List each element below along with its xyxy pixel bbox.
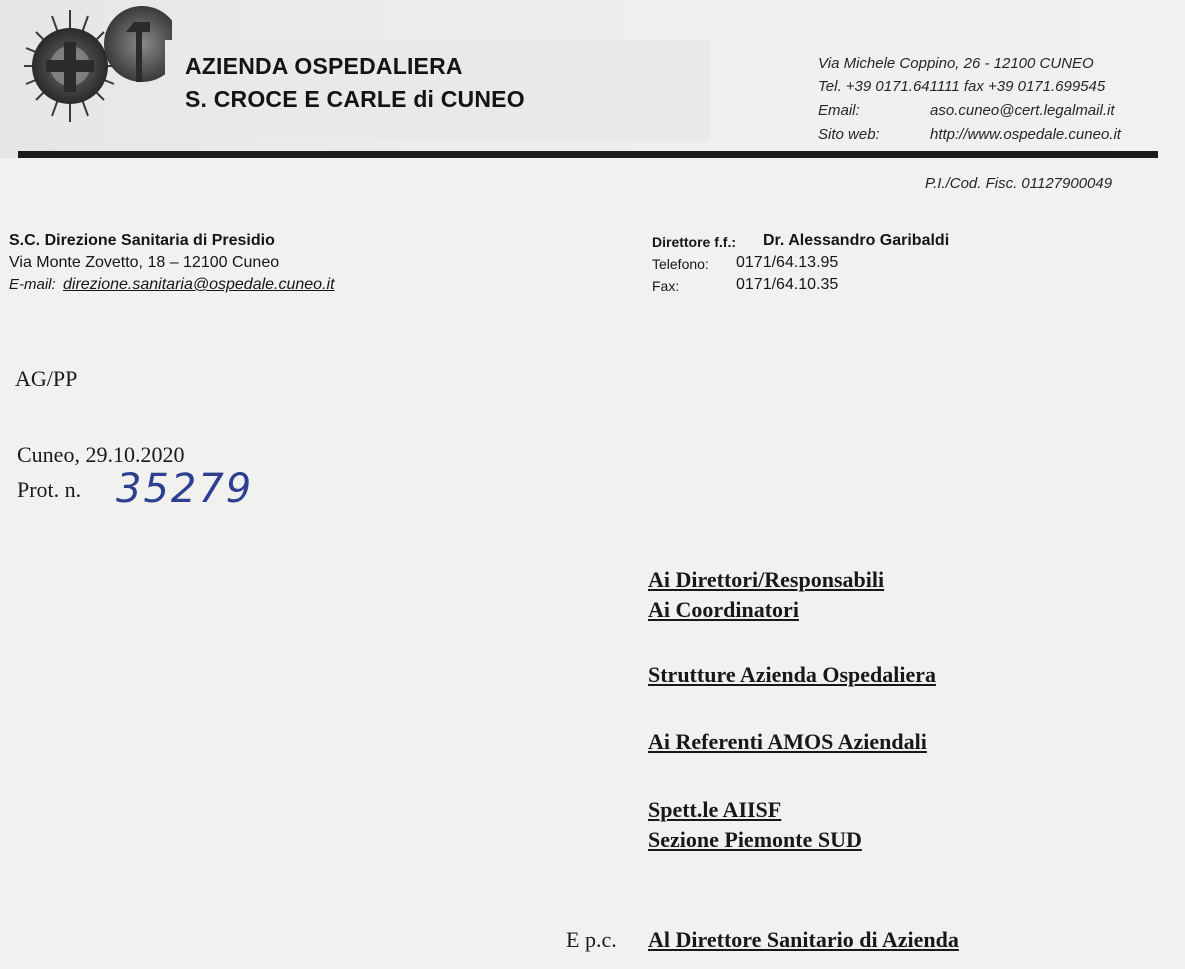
cc-label: E p.c.	[566, 927, 617, 952]
email-label: Email:	[818, 102, 860, 119]
recipient-line-5: Spett.le AIISF	[648, 797, 782, 822]
website-label: Sito web:	[818, 126, 880, 143]
recipient-line-4: Ai Referenti AMOS Aziendali	[648, 729, 927, 754]
hospital-name-line1: AZIENDA OSPEDALIERA	[185, 53, 463, 79]
department-email-link[interactable]: direzione.sanitaria@ospedale.cuneo.it	[63, 276, 335, 293]
fax-number: 0171/64.10.35	[736, 276, 839, 293]
department-email-label: E-mail:	[9, 276, 56, 293]
hospital-phone-fax: Tel. +39 0171.641111 fax +39 0171.699545	[818, 78, 1106, 95]
protocol-number-handwritten: 35279	[116, 466, 254, 512]
reference-code: AG/PP	[15, 366, 78, 391]
place-date: Cuneo, 29.10.2020	[17, 442, 185, 467]
hospital-website: http://www.ospedale.cuneo.it	[930, 126, 1121, 143]
header-divider	[18, 151, 1158, 158]
phone-number: 0171/64.13.95	[736, 254, 839, 271]
director-label: Direttore f.f.:	[652, 234, 736, 250]
phone-label: Telefono:	[652, 256, 709, 272]
vat-number: P.I./Cod. Fisc. 01127900049	[925, 175, 1113, 192]
hospital-address: Via Michele Coppino, 26 - 12100 CUNEO	[818, 55, 1094, 72]
cc-recipient: Al Direttore Sanitario di Azienda	[648, 927, 959, 952]
department-address: Via Monte Zovetto, 18 – 12100 Cuneo	[9, 254, 280, 271]
hospital-name-line2: S. CROCE E CARLE di CUNEO	[185, 86, 525, 112]
director-name: Dr. Alessandro Garibaldi	[763, 232, 950, 249]
department-name: S.C. Direzione Sanitaria di Presidio	[9, 232, 275, 249]
fax-label: Fax:	[652, 278, 680, 294]
recipient-line-2: Ai Coordinatori	[648, 597, 799, 622]
hospital-email: aso.cuneo@cert.legalmail.it	[930, 102, 1115, 119]
recipient-line-1: Ai Direttori/Responsabili	[648, 567, 885, 592]
recipient-line-3: Strutture Azienda Ospedaliera	[648, 662, 937, 687]
protocol-label: Prot. n.	[17, 477, 82, 502]
hospital-logo-icon	[22, 2, 172, 127]
recipient-line-6: Sezione Piemonte SUD	[648, 827, 862, 852]
